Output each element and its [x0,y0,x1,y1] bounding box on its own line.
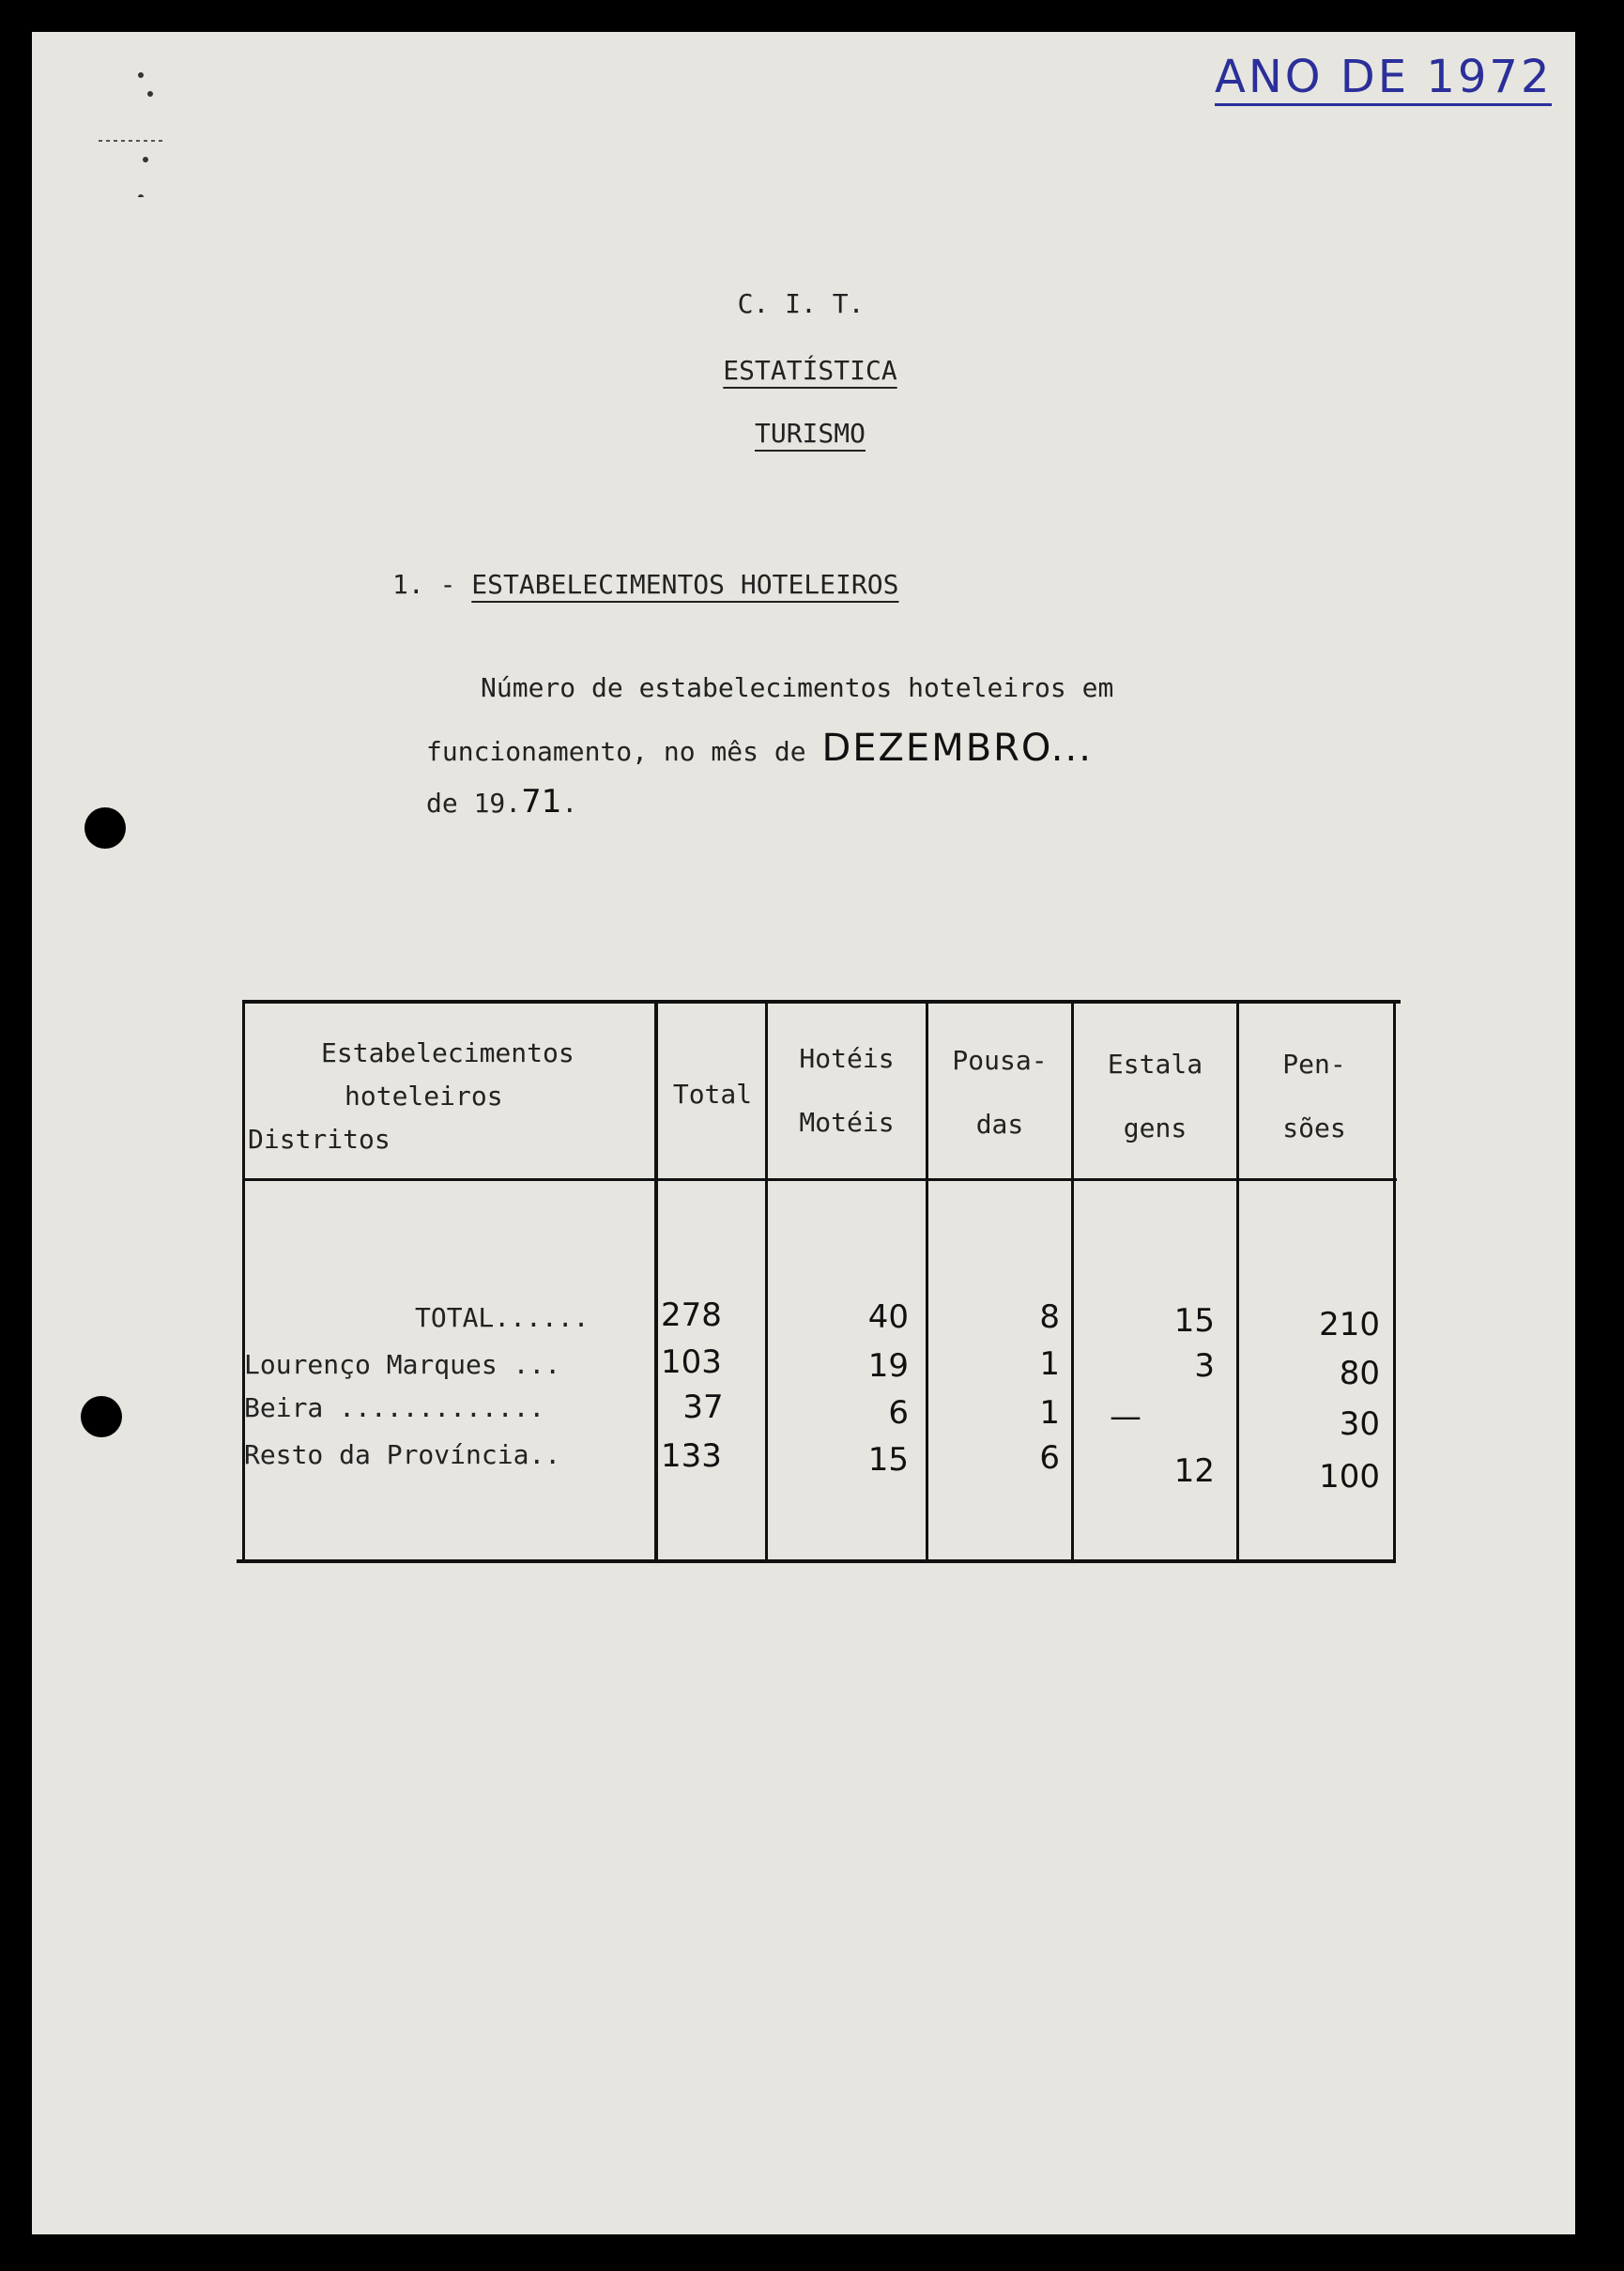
row-label-resto-da-provincia: Resto da Província.. [244,1439,561,1470]
cell-lm-total: 103 [661,1343,722,1381]
paragraph-line3-suffix: . [561,788,578,819]
cell-resto-pensoes: 100 [1319,1458,1380,1496]
section-number: 1. - [392,569,456,600]
header-estalagens-line2: gens [1123,1112,1187,1143]
cell-beira-total: 37 [682,1389,724,1426]
header-turismo-text: TURISMO [754,418,866,449]
section-heading [392,569,898,600]
paragraph-line1: Número de estabelecimentos hoteleiros em [481,672,1114,703]
paragraph-line2-prefix: funcionamento, no mês de [426,736,806,767]
header-cit: C. I. T. [737,288,865,319]
month-handwritten: DEZEMBRO... [821,727,1093,770]
cell-lm-pensoes: 80 [1339,1355,1380,1392]
cell-total-estalagens: 15 [1173,1302,1215,1340]
section-title: ESTABELECIMENTOS HOTELEIROS [471,569,899,600]
cell-lm-hoteis: 19 [867,1347,909,1385]
header-label-line1: Estabelecimentos [321,1037,575,1068]
cell-resto-total: 133 [661,1437,722,1475]
header-total: Total [672,1079,753,1110]
table-right-border [1393,1004,1396,1563]
row-label-lourenco-marques: Lourenço Marques ... [244,1349,561,1380]
header-turismo [0,418,1622,449]
hotel-statistics-table [237,1000,1397,1563]
row-label-beira: Beira ............. [244,1392,545,1423]
cell-total-total: 278 [661,1297,722,1334]
header-pousadas-line1: Pousa- [952,1045,1048,1076]
cell-total-pensoes: 210 [1319,1306,1380,1343]
header-hoteis-line1: Hotéis [799,1043,895,1074]
cell-resto-hoteis: 15 [867,1441,909,1479]
table-top-border [244,1000,1401,1004]
header-label-line2: hoteleiros [345,1081,503,1112]
header-estatistica-text: ESTATÍSTICA [723,355,897,386]
staple-marks [94,56,169,197]
table-header-separator [244,1178,1397,1181]
header-estatistica [0,355,1622,386]
cell-beira-estalagens: — [1110,1398,1141,1435]
cell-total-pousadas: 8 [1039,1298,1060,1336]
header-hoteis-line2: Motéis [799,1107,895,1138]
cell-resto-estalagens: 12 [1173,1452,1215,1490]
year-handwritten: 71 [521,783,562,821]
row-label-total: TOTAL...... [415,1302,590,1333]
cell-lm-estalagens: 3 [1194,1347,1215,1385]
paragraph-line2 [426,727,1093,770]
header-pensoes-line2: sões [1282,1112,1346,1143]
cell-total-hoteis: 40 [867,1298,909,1336]
punch-hole-bottom [81,1396,122,1437]
paragraph-line3 [426,783,577,821]
cell-beira-hoteis: 6 [888,1394,909,1432]
punch-hole-top [84,807,126,849]
cell-beira-pensoes: 30 [1339,1405,1380,1443]
table-left-border [242,1000,245,1563]
year-stamp: ANO DE 1972 [1215,54,1552,106]
header-pensoes-line1: Pen- [1282,1049,1346,1080]
header-label-line3: Distritos [248,1124,391,1155]
header-pousadas-line2: das [975,1109,1024,1140]
col-separator-1 [654,1004,658,1563]
header-estalagens-line1: Estala [1107,1049,1203,1080]
cell-beira-pousadas: 1 [1039,1394,1060,1432]
paragraph-line3-prefix: de 19. [426,788,522,819]
table-bottom-border [237,1559,1393,1563]
cell-resto-pousadas: 6 [1039,1439,1060,1477]
cell-lm-pousadas: 1 [1039,1345,1060,1383]
